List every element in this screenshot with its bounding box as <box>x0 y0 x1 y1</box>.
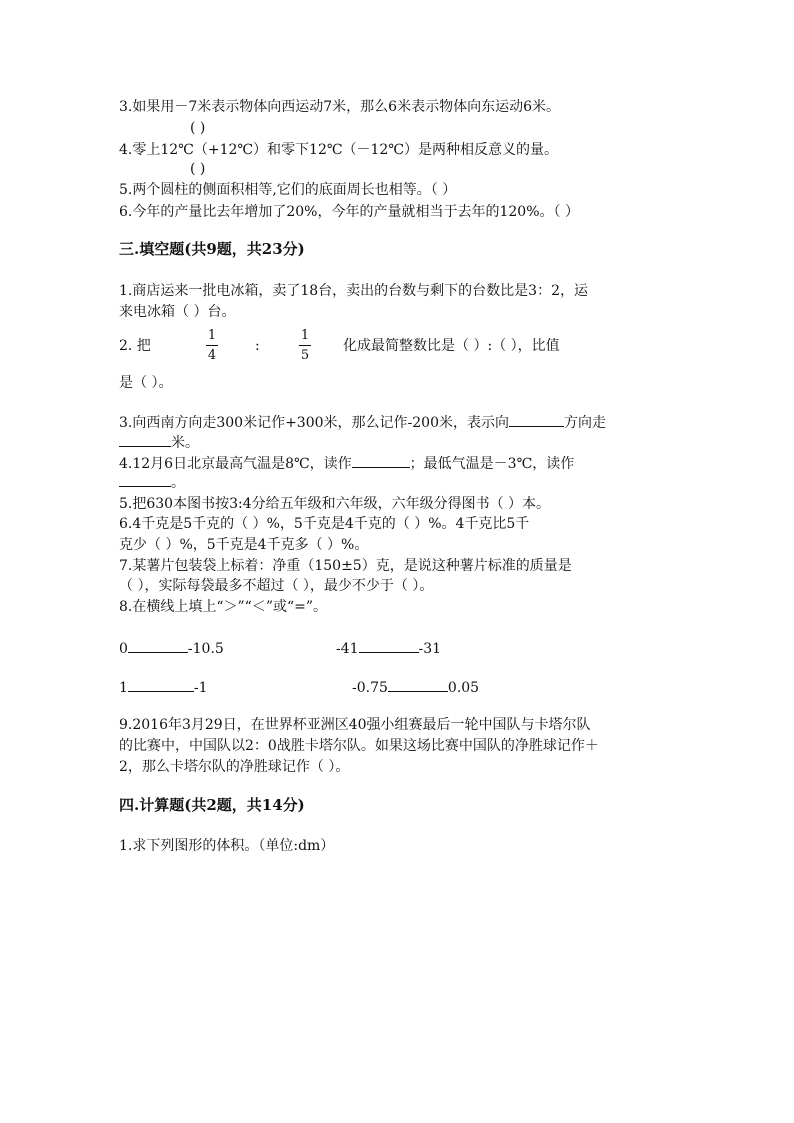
fill-q1-line1: 1.商店运来一批电冰箱，卖了18台，卖出的台数与剩下的台数比是3：2，运 <box>119 283 588 299</box>
compare-left: -41 <box>336 641 359 657</box>
fill-q1-line2: 来电冰箱（ ）台。 <box>119 304 236 320</box>
compare-item-2 <box>336 638 441 658</box>
compare-item-4 <box>352 677 479 697</box>
compare-right: -1 <box>193 680 208 696</box>
fill-q3-blank-direction[interactable] <box>509 412 564 427</box>
fraction-one-quarter <box>206 328 218 363</box>
compare-right: -31 <box>418 641 442 657</box>
judge-q3: 3.如果用－7米表示物体向西运动7米，那么6米表示物体向东运动6米。 <box>119 99 560 115</box>
fraction-bar <box>299 345 311 346</box>
fraction-denominator: 4 <box>207 348 217 363</box>
fill-q4-blank-low[interactable] <box>119 472 171 487</box>
fill-q4-line2 <box>119 472 185 492</box>
fill-q6-line2: 克少（ ）%，5千克是4千克多（ ）%。 <box>119 537 369 553</box>
judge-q4: 4.零上12℃（+12℃）和零下12℃（－12℃）是两种相反意义的量。 <box>119 142 558 158</box>
fraction-numerator: 1 <box>300 328 310 343</box>
fraction-bar <box>206 345 218 346</box>
judge-q4-answer[interactable]: ( ) <box>190 161 206 177</box>
section4-title: 四.计算题(共2题，共14分) <box>119 796 305 814</box>
judge-q6: 6.今年的产量比去年增加了20%，今年的产量就相当于去年的120%。（ ） <box>119 204 579 220</box>
fill-q9-line1: 9.2016年3月29日，在世界杯亚洲区40强小组赛最后一轮中国队与卡塔尔队 <box>119 717 591 733</box>
ratio-colon: : <box>255 338 260 354</box>
compare-item-3 <box>119 677 208 697</box>
fill-q7-line1: 7.某薯片包装袋上标着：净重（150±5）克，是说这种薯片标准的质量是 <box>119 558 572 574</box>
compare-blank[interactable] <box>359 638 419 653</box>
fill-q4-text-c: 。 <box>171 475 185 491</box>
fill-q3-text-c: 米。 <box>171 435 199 451</box>
fill-q4-blank-high[interactable] <box>352 453 410 468</box>
fill-q3-text-a: 3.向西南方向走300米记作+300米，那么记作-200米，表示向 <box>119 415 509 431</box>
calc-q1: 1.求下列图形的体积。（单位:dm） <box>119 838 335 854</box>
compare-blank[interactable] <box>128 638 188 653</box>
fill-q2-prefix: 2. 把 <box>119 338 151 354</box>
compare-blank[interactable] <box>128 677 194 692</box>
fraction-one-fifth <box>299 328 311 363</box>
compare-item-1 <box>119 638 224 658</box>
fill-q6-line1: 6.4千克是5千克的（ ）%，5千克是4千克的（ ）%。4千克比5千 <box>119 516 530 532</box>
judge-q3-answer[interactable]: ( ) <box>190 120 206 136</box>
fill-q3-blank-distance[interactable] <box>119 432 171 447</box>
fill-q2-suffix: 化成最简整数比是（ ）:（ ），比值 <box>343 338 560 354</box>
fill-q3-text-b: 方向走 <box>563 415 606 431</box>
compare-left: -0.75 <box>352 680 388 696</box>
fill-q3-line2 <box>119 432 199 452</box>
fill-q9-line2: 的比赛中，中国队以2：0战胜卡塔尔队。如果这场比赛中国队的净胜球记作＋ <box>119 738 599 754</box>
fill-q2-line2: 是（ ）。 <box>119 375 173 391</box>
fill-q3-line1 <box>119 412 606 432</box>
fill-q9-line3: 2，那么卡塔尔队的净胜球记作（ ）。 <box>119 759 350 775</box>
section3-title: 三.填空题(共9题，共23分) <box>119 240 305 258</box>
fill-q5: 5.把630本图书按3:4分给五年级和六年级，六年级分得图书（ ）本。 <box>119 496 551 512</box>
fill-q4-text-a: 4.12月6日北京最高气温是8℃，读作 <box>119 456 352 472</box>
compare-left: 1 <box>119 680 128 696</box>
fraction-denominator: 5 <box>300 348 310 363</box>
compare-blank[interactable] <box>388 677 448 692</box>
compare-right: 0.05 <box>447 680 480 696</box>
compare-left: 0 <box>119 641 128 657</box>
compare-right: -10.5 <box>187 641 224 657</box>
fraction-numerator: 1 <box>207 328 217 343</box>
fill-q8: 8.在横线上填上“＞”“＜”或“=”。 <box>119 599 328 615</box>
fill-q4-text-b: ；最低气温是－3℃，读作 <box>409 456 575 472</box>
judge-q5: 5.两个圆柱的侧面积相等,它们的底面周长也相等。（ ） <box>119 182 457 198</box>
fill-q4-line1 <box>119 453 574 473</box>
fill-q7-line2: （ ），实际每袋最多不超过（ ），最少不少于（ ）。 <box>119 578 434 594</box>
